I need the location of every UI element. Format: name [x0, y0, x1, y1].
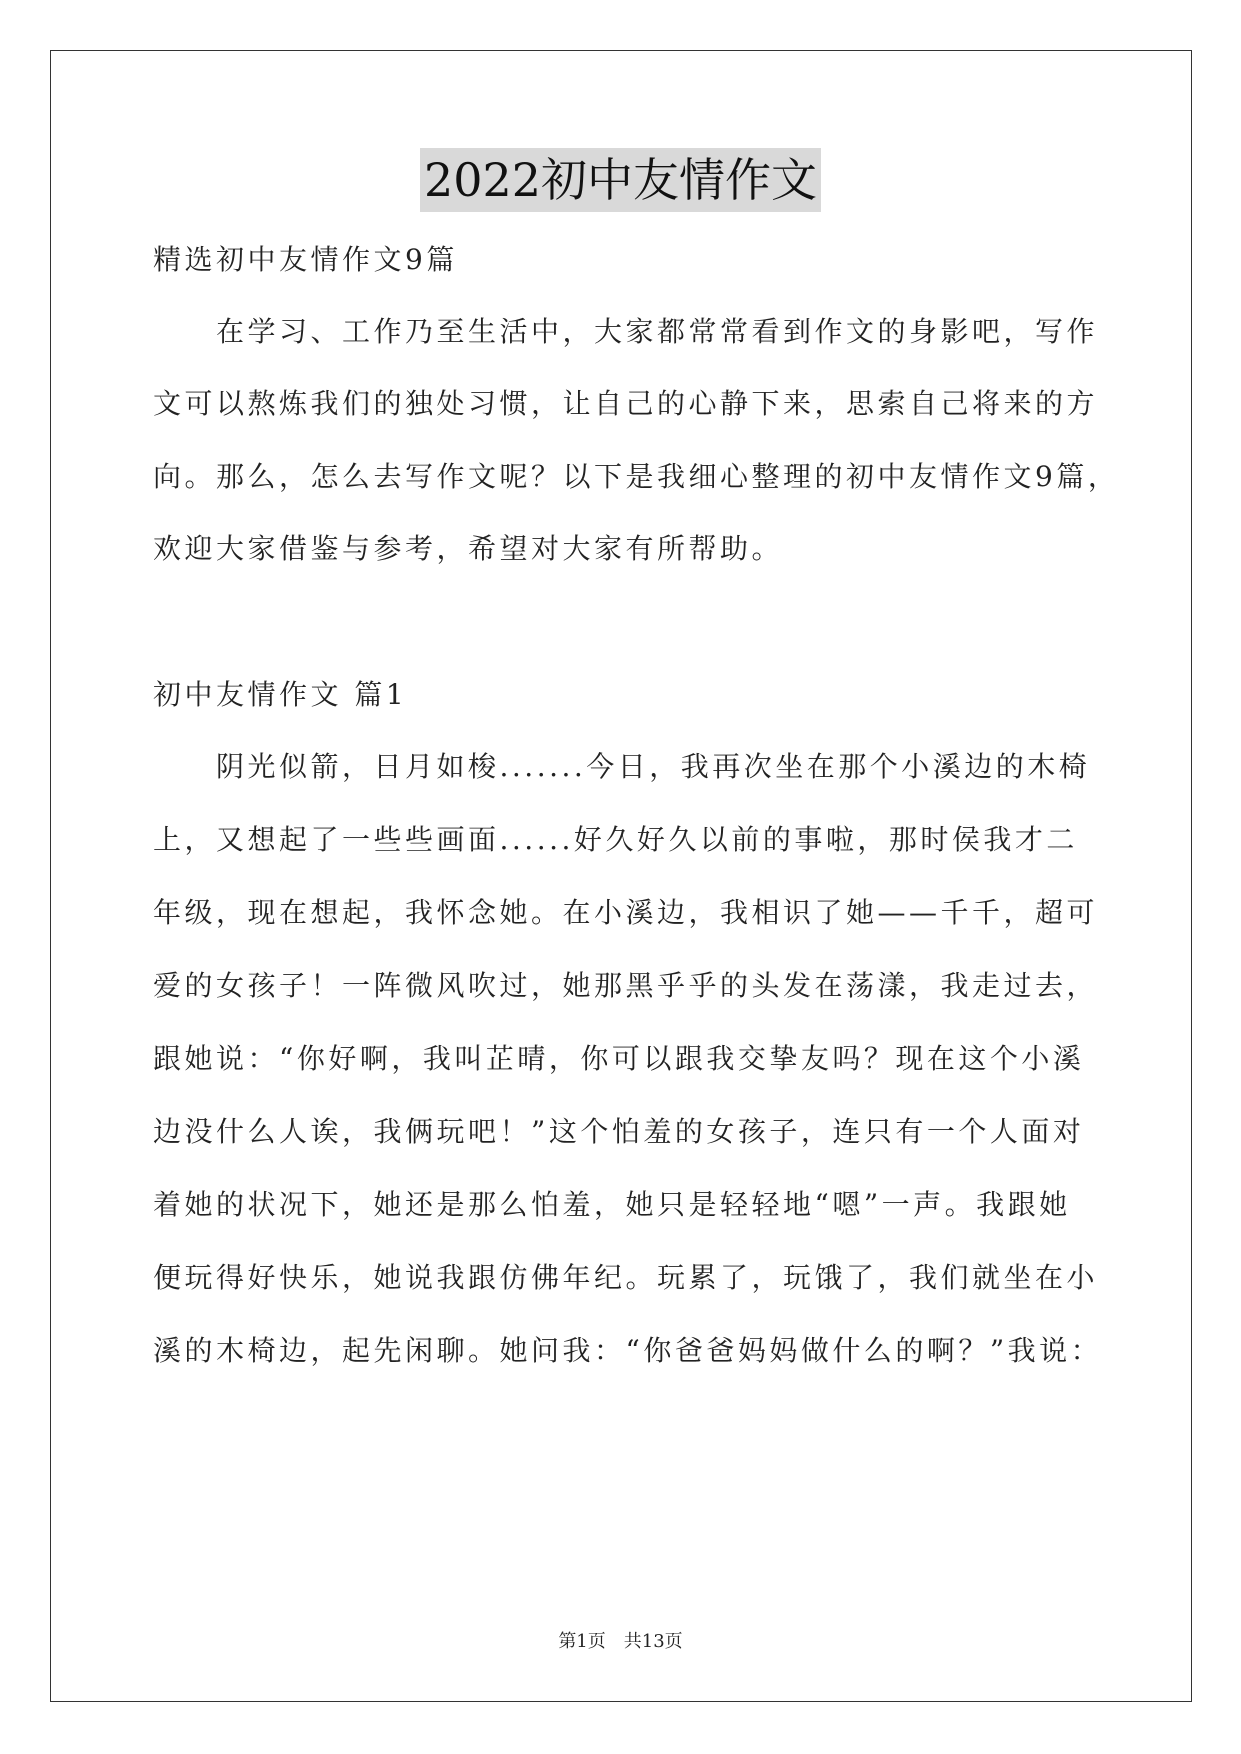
body-line: 边没什么人诶，我俩玩吧！”这个怕羞的女孩子，连只有一个人面对: [153, 1115, 1085, 1148]
intro-line: 在学习、工作乃至生活中，大家都常常看到作文的身影吧，写作: [216, 315, 1099, 348]
body-line: 上，又想起了一些些画面......好久好久以前的事啦，那时侯我才二: [153, 823, 1078, 856]
body-line: 爱的女孩子！一阵微风吹过，她那黑乎乎的头发在荡漾，我走过去，: [153, 969, 1099, 1002]
subtitle: 精选初中友情作文9篇: [153, 243, 458, 276]
intro-line: 文可以熬炼我们的独处习惯，让自己的心静下来，思索自己将来的方: [153, 387, 1099, 420]
body-line: 跟她说：“你好啊，我叫芷晴，你可以跟我交挚友吗？现在这个小溪: [153, 1042, 1085, 1075]
section-heading: 初中友情作文 篇1: [153, 678, 408, 711]
page-footer: 第1页 共13页: [558, 1631, 683, 1652]
body-line: 年级，现在想起，我怀念她。在小溪边，我相识了她——千千，超可: [153, 896, 1099, 929]
body-line: 便玩得好快乐，她说我跟仿佛年纪。玩累了，玩饿了，我们就坐在小: [153, 1261, 1099, 1294]
title-wrap: [0, 148, 1241, 212]
document-title: 2022初中友情作文: [420, 148, 821, 212]
page-border: [50, 50, 1192, 1702]
body-line: 溪的木椅边，起先闲聊。她问我：“你爸爸妈妈做什么的啊？”我说：: [153, 1334, 1103, 1367]
body-line: 着她的状况下，她还是那么怕羞，她只是轻轻地“嗯”一声。我跟她: [153, 1188, 1071, 1221]
intro-line: 向。那么，怎么去写作文呢？以下是我细心整理的初中友情作文9篇，: [153, 460, 1120, 493]
body-line: 阴光似箭，日月如梭.......今日，我再次坐在那个小溪边的木椅: [216, 750, 1091, 783]
intro-line: 欢迎大家借鉴与参考，希望对大家有所帮助。: [153, 532, 784, 565]
